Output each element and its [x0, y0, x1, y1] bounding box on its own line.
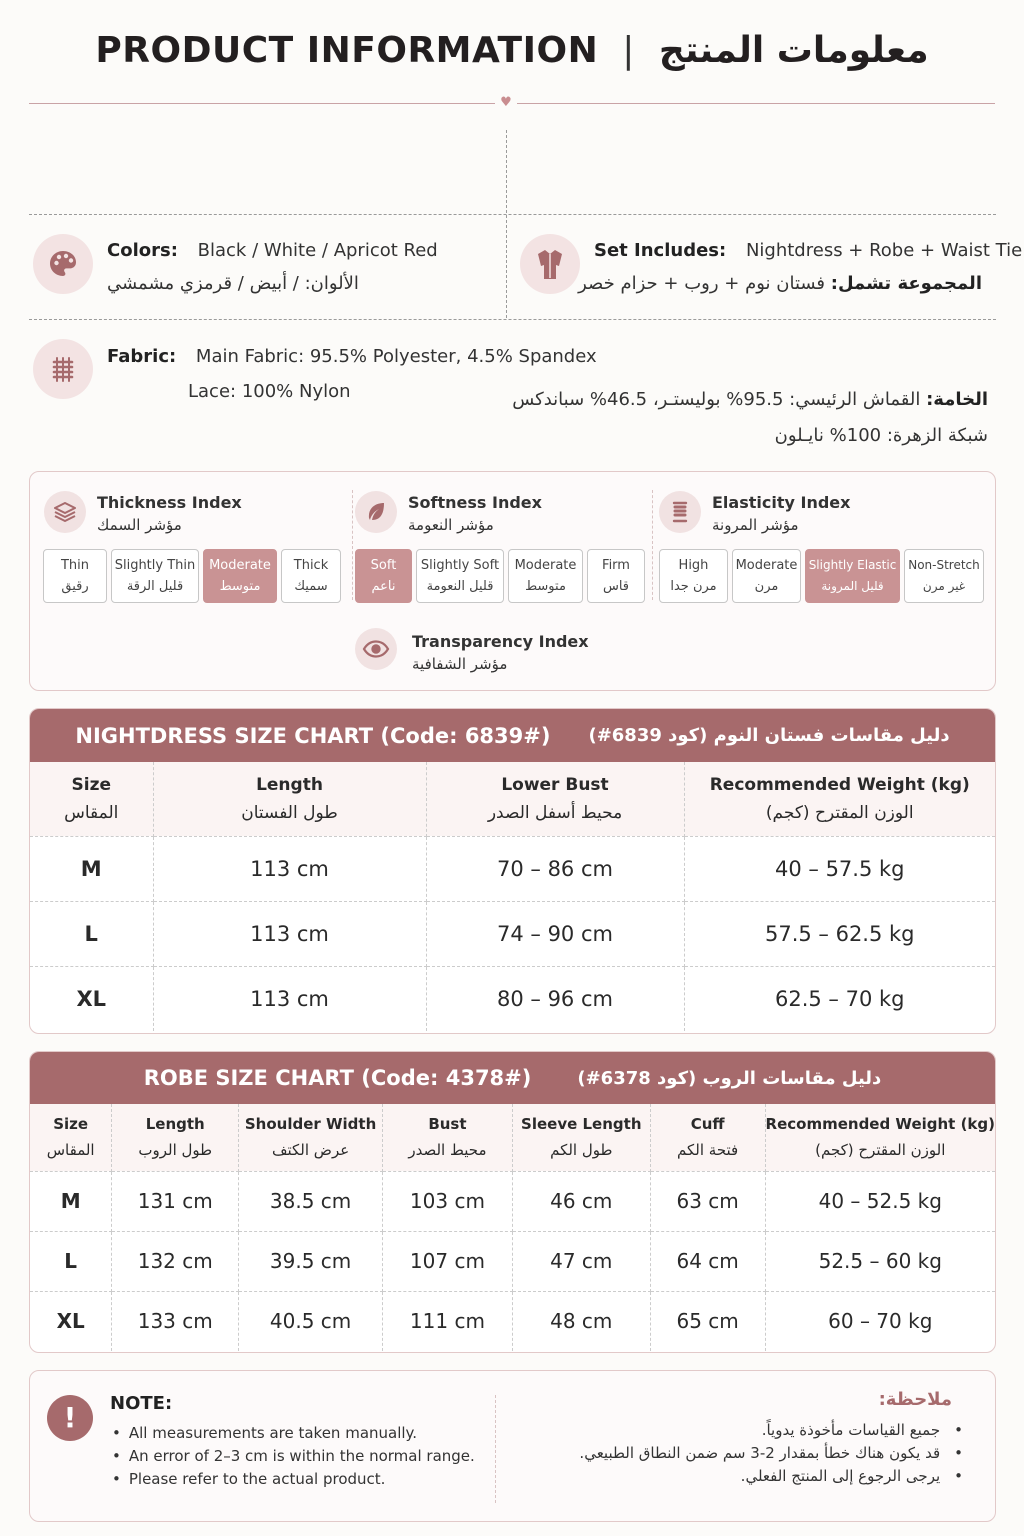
- robe-col-size: Size المقاس: [30, 1104, 112, 1171]
- robe-cell: 132 cm: [112, 1231, 239, 1291]
- nightdress-table: [30, 762, 995, 1031]
- nightdress-cell: 40 – 57.5 kg: [684, 836, 995, 901]
- robe-cell: 65 cm: [650, 1291, 765, 1351]
- table-row: [30, 836, 995, 901]
- softness-option-slightly-soft: Slightly Soft قليل النعومة: [416, 549, 504, 603]
- fabric-ar-label: الخامة:: [926, 389, 988, 410]
- softness-option-firm: Firm قاس: [587, 549, 645, 603]
- note-title: NOTE:: [110, 1393, 173, 1414]
- note-list: [112, 1424, 475, 1493]
- note-divider: [495, 1395, 496, 1503]
- nightdress-chart-header: [30, 709, 995, 762]
- robe-cell: 38.5 cm: [239, 1171, 383, 1231]
- set-label: Set Includes:: [594, 240, 727, 261]
- robe-chart-header: [30, 1052, 995, 1104]
- nightdress-cell: 74 – 90 cm: [426, 901, 684, 966]
- list-item: • An error of 2–3 cm is within the normal range.: [112, 1447, 475, 1465]
- title-divider-left: [29, 103, 495, 104]
- elasticity-option-non-stretch: Non-Stretch غير مرن: [904, 549, 984, 603]
- nightdress-cell: 113 cm: [153, 901, 426, 966]
- softness-title: Softness Index: [408, 493, 542, 512]
- title-en: PRODUCT INFORMATION: [95, 30, 599, 71]
- fabric-main: Main Fabric: 95.5% Polyester, 4.5% Spandex: [195, 346, 597, 367]
- robe-size-chart: [29, 1051, 996, 1353]
- note-title-ar: ملاحظة:: [878, 1389, 952, 1410]
- thickness-option-moderate: Moderate متوسط: [203, 549, 277, 603]
- fabric-row: [107, 346, 597, 367]
- palette-icon: [33, 234, 93, 294]
- robe-cell: 48 cm: [512, 1291, 650, 1351]
- list-item: • قد يكون هناك خطأ بمقدار 2-3 سم ضمن النطاق الطبيعي.: [520, 1444, 963, 1462]
- title-divider-right: [517, 103, 995, 104]
- page-title: [0, 30, 1024, 71]
- list-item: • يرجى الرجوع إلى المنتج الفعلي.: [520, 1467, 963, 1485]
- softness-title-ar: مؤشر النعومة: [408, 516, 494, 534]
- nightdress-cell: M: [30, 836, 153, 901]
- set-value: Nightdress + Robe + Waist Tie: [745, 240, 1023, 261]
- fabric-lace: Lace: 100% Nylon: [188, 381, 351, 402]
- set-ar-row: [578, 273, 982, 294]
- index-divider-1: [352, 490, 353, 600]
- robe-chart-title-ar: دليل مقاسات الروب (كود 6378#): [577, 1067, 882, 1089]
- softness-option-moderate: Moderate متوسط: [508, 549, 583, 603]
- transparency-title-ar: مؤشر الشفافية: [412, 655, 508, 673]
- set-ar-value: فستان نوم + روب + حزام خصر: [578, 273, 826, 294]
- table-row: [30, 901, 995, 966]
- set-row: [594, 240, 1022, 261]
- colors-ar: الألوان: / أبيض / قرمزي مشمشي: [107, 273, 359, 294]
- robe-cell: 63 cm: [650, 1171, 765, 1231]
- thickness-option-thin: Thin رقيق: [43, 549, 107, 603]
- nightdress-size-chart: [29, 708, 996, 1034]
- robe-cell: L: [30, 1231, 112, 1291]
- robe-cell: 133 cm: [112, 1291, 239, 1351]
- fabric-ar-row: [500, 389, 988, 410]
- robe-col-weight: Recommended Weight (kg) الوزن المقترح (كجم): [765, 1104, 995, 1171]
- robe-col-shoulder: Shoulder Width عرض الكتف: [239, 1104, 383, 1171]
- nightdress-cell: 113 cm: [153, 966, 426, 1031]
- robe-cell: 103 cm: [383, 1171, 513, 1231]
- colors-value: Black / White / Apricot Red: [197, 240, 438, 261]
- nightdress-cell: 70 – 86 cm: [426, 836, 684, 901]
- eye-icon: [355, 628, 397, 670]
- info-row-divider-1: [29, 214, 996, 215]
- robe-col-length: Length طول الروب: [112, 1104, 239, 1171]
- transparency-title: Transparency Index: [412, 632, 589, 651]
- fabric-label: Fabric:: [107, 346, 177, 367]
- thickness-option-slightly-thin: Slightly Thin قليل الرقة: [111, 549, 199, 603]
- index-divider-2: [652, 490, 653, 600]
- table-row: [30, 1171, 995, 1231]
- colors-ar-row: [107, 273, 377, 294]
- robe-chart-title-en: ROBE SIZE CHART (Code: 4378#): [143, 1066, 532, 1090]
- robe-cell: 60 – 70 kg: [828, 1309, 933, 1334]
- nightdress-col-lower-bust: Lower Bust محيط أسفل الصدر: [426, 762, 684, 836]
- thickness-title-ar: مؤشر السمك: [97, 516, 182, 534]
- nightdress-chart-title-en: NIGHTDRESS SIZE CHART (Code: 6839#): [75, 723, 551, 748]
- nightdress-cell: 80 – 96 cm: [426, 966, 684, 1031]
- elasticity-title: Elasticity Index: [712, 493, 851, 512]
- robe-col-bust: Bust محيط الصدر: [383, 1104, 513, 1171]
- nightdress-cell: L: [30, 901, 153, 966]
- layers-icon: [44, 491, 86, 533]
- robe-cell: 52.5 – 60 kg: [765, 1231, 995, 1291]
- robe-cell: 111 cm: [383, 1291, 513, 1351]
- title-separator: |: [622, 30, 635, 71]
- nightdress-chart-title-ar: دليل مقاسات فستان النوم (كود 6839#): [588, 725, 950, 746]
- elasticity-option-high: High مرن جدا: [659, 549, 728, 603]
- robe-header-row: [30, 1104, 995, 1171]
- nightdress-cell: XL: [30, 966, 153, 1031]
- robe-cell: 47 cm: [512, 1231, 650, 1291]
- thickness-option-thick: Thick سميك: [281, 549, 341, 603]
- robe-cell: 64 cm: [650, 1231, 765, 1291]
- nightdress-cell: 57.5 – 62.5 kg: [684, 901, 995, 966]
- exclamation-icon: !: [47, 1395, 93, 1441]
- set-ar-label: المجموعة تشمل:: [830, 273, 982, 294]
- table-row: [30, 966, 995, 1031]
- fabric-ar-lace: شبكة الزهرة: 100% نايـلون: [774, 425, 988, 446]
- elasticity-option-moderate: Moderate مرن: [732, 549, 801, 603]
- info-row-divider-2: [29, 319, 996, 320]
- colors-row: [107, 240, 438, 261]
- title-ar: معلومات المنتج: [658, 30, 929, 71]
- elasticity-option-slightly-elastic: Slightly Elastic قليل المرونة: [805, 549, 900, 603]
- thickness-title: Thickness Index: [97, 493, 242, 512]
- nightdress-col-length: Length طول الفستان: [153, 762, 426, 836]
- nightdress-col-size: Size المقاس: [30, 762, 153, 836]
- note-list-ar: [520, 1421, 963, 1490]
- robe-col-cuff: Cuff فتحة الكم: [650, 1104, 765, 1171]
- robe-cell: 39.5 cm: [239, 1231, 383, 1291]
- spring-icon: [659, 491, 701, 533]
- robe-cell: 107 cm: [383, 1231, 513, 1291]
- robe-cell: 40 – 52.5 kg: [765, 1171, 995, 1231]
- robe-cell: 131 cm: [112, 1171, 239, 1231]
- softness-option-soft: Soft ناعم: [355, 549, 412, 603]
- list-item: • All measurements are taken manually.: [112, 1424, 475, 1442]
- robe-table: [30, 1104, 995, 1351]
- fabric-ar-main: القماش الرئيسي: 95.5% بوليستـر، 46.5% سباندكس: [512, 389, 921, 410]
- list-item: • جميع القياسات مأخوذة يدوياً.: [520, 1421, 963, 1439]
- table-row: [30, 1291, 995, 1351]
- heart-icon: ♥: [500, 95, 512, 110]
- nightdress-cell: 62.5 – 70 kg: [775, 986, 905, 1011]
- nightdress-col-weight: Recommended Weight (kg) الوزن المقترح (كجم): [684, 762, 995, 836]
- robe-cell: XL: [30, 1291, 112, 1351]
- table-row: [30, 1231, 995, 1291]
- robe-cell: 46 cm: [512, 1171, 650, 1231]
- leaf-icon: [355, 491, 397, 533]
- info-column-divider: [506, 130, 507, 318]
- robe-icon: [520, 234, 580, 294]
- robe-cell: M: [30, 1171, 112, 1231]
- elasticity-title-ar: مؤشر المرونة: [712, 516, 799, 534]
- list-item: • Please refer to the actual product.: [112, 1470, 475, 1488]
- nightdress-cell: 113 cm: [153, 836, 426, 901]
- colors-label: Colors:: [107, 240, 178, 261]
- robe-cell: 40.5 cm: [239, 1291, 383, 1351]
- robe-col-sleeve: Sleeve Length طول الكم: [512, 1104, 650, 1171]
- nightdress-header-row: [30, 762, 995, 836]
- fabric-weave-icon: [33, 339, 93, 399]
